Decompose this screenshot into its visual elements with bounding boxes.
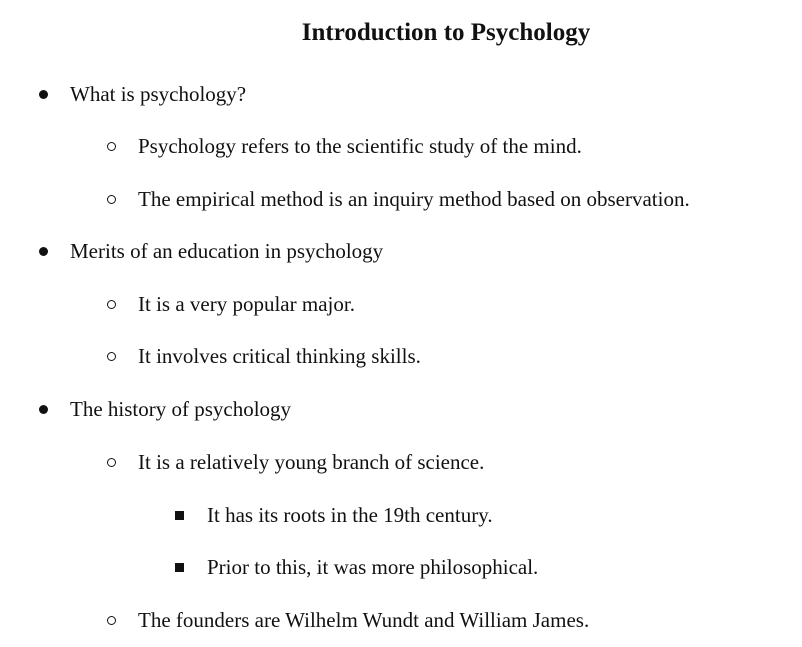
outline-item-text: It has its roots in the 19th century. xyxy=(207,503,493,527)
hollow-circle-bullet-icon xyxy=(104,605,118,635)
filled-circle-bullet-icon xyxy=(36,79,50,109)
hollow-circle-bullet-icon xyxy=(104,289,118,319)
outline-item-text: Prior to this, it was more philosophical. xyxy=(207,555,539,579)
outline-item-text: The founders are Wilhelm Wundt and William James. xyxy=(138,608,590,632)
hollow-circle-bullet-icon xyxy=(104,447,118,477)
outline-item-text: It is a very popular major. xyxy=(138,292,355,316)
outline-item-text: Psychology refers to the scientific study of the mind. xyxy=(138,134,582,158)
outline-item-text: What is psychology? xyxy=(70,82,247,106)
outline-item-text: The history of psychology xyxy=(70,397,292,421)
hollow-circle-bullet-icon xyxy=(104,184,118,214)
filled-circle-bullet-icon xyxy=(36,236,50,266)
outline-item-text: Merits of an education in psychology xyxy=(70,239,384,263)
document-title: Introduction to Psychology xyxy=(301,19,591,46)
outline-item-text: It is a relatively young branch of science. xyxy=(138,450,485,474)
filled-square-bullet-icon xyxy=(172,500,186,530)
filled-square-bullet-icon xyxy=(172,552,186,582)
hollow-circle-bullet-icon xyxy=(104,341,118,371)
outline-item-text: It involves critical thinking skills. xyxy=(138,344,421,368)
outline-item-text: The empirical method is an inquiry method based on observation. xyxy=(138,187,690,211)
hollow-circle-bullet-icon xyxy=(104,131,118,161)
filled-circle-bullet-icon xyxy=(36,394,50,424)
